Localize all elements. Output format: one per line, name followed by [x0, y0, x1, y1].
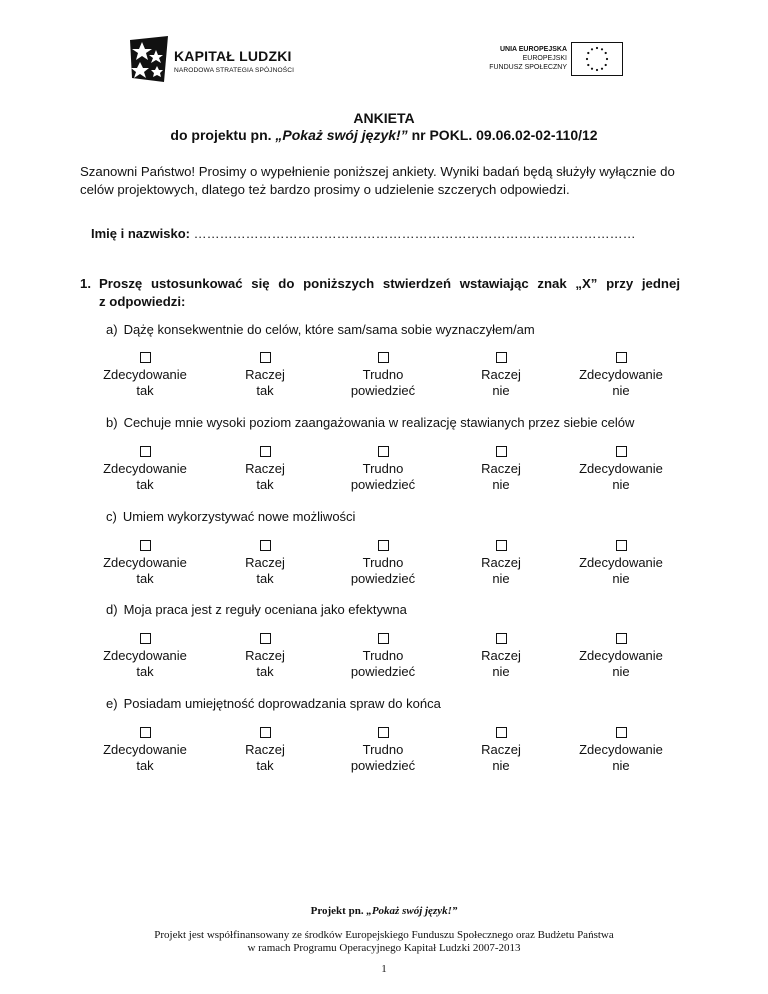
option-trudno-powiedziec[interactable]: [328, 633, 438, 680]
logo-subtitle: NARODOWA STRATEGIA SPÓJNOŚCI: [174, 67, 295, 74]
option-label: powiedzieć: [350, 664, 416, 679]
eu-logo: [478, 42, 623, 76]
option-raczej-nie[interactable]: [446, 633, 556, 680]
option-raczej-nie[interactable]: [446, 446, 556, 493]
option-label: tak: [256, 571, 274, 586]
option-trudno-powiedziec[interactable]: [328, 446, 438, 493]
option-label: powiedzieć: [350, 477, 416, 492]
option-label: tak: [136, 477, 154, 492]
question-line2: z odpowiedzi:: [99, 294, 186, 309]
option-zdecydowanie-tak[interactable]: [90, 540, 200, 587]
option-label: tak: [136, 383, 154, 398]
footer-line1: Projekt jest współfinansowany ze środków Europejskiego Funduszu Społecznego oraz Budżetu Państwa: [154, 929, 614, 941]
statement-a: [106, 322, 535, 337]
option-label: tak: [136, 571, 154, 586]
eu-logo-line3: FUNDUSZ SPOŁECZNY: [489, 64, 567, 71]
option-label: Raczej: [245, 742, 285, 757]
statement-d: [106, 602, 407, 617]
checkbox[interactable]: [616, 633, 627, 644]
checkbox[interactable]: [140, 633, 151, 644]
option-label: tak: [136, 758, 154, 773]
statement-e: [106, 696, 441, 711]
statement-label: a): [106, 322, 118, 337]
intro-text: [80, 163, 700, 199]
checkbox[interactable]: [616, 540, 627, 551]
option-label: nie: [612, 383, 630, 398]
option-trudno-powiedziec[interactable]: [328, 727, 438, 774]
option-label: nie: [612, 758, 630, 773]
checkbox[interactable]: [378, 540, 389, 551]
document-subtitle: [0, 127, 768, 143]
eu-flag-icon: [571, 42, 623, 76]
option-zdecydowanie-nie[interactable]: [566, 727, 676, 774]
footer-funding: [0, 929, 768, 955]
checkbox[interactable]: [496, 352, 507, 363]
name-field-dots[interactable]: …………………………………………………………………………………………: [193, 226, 636, 241]
option-label: Zdecydowanie: [103, 461, 187, 476]
option-label: tak: [256, 664, 274, 679]
answer-row-d: [0, 633, 768, 679]
checkbox[interactable]: [378, 727, 389, 738]
option-zdecydowanie-nie[interactable]: [566, 633, 676, 680]
option-raczej-tak[interactable]: [210, 540, 320, 587]
checkbox[interactable]: [260, 352, 271, 363]
option-raczej-tak[interactable]: [210, 352, 320, 399]
statement-text: Moja praca jest z reguły oceniana jako efektywna: [123, 602, 407, 617]
answer-row-a: [0, 352, 768, 398]
option-label: Trudno: [362, 648, 404, 663]
option-label: Raczej: [245, 461, 285, 476]
option-label: nie: [612, 477, 630, 492]
eu-logo-text: [489, 45, 567, 72]
checkbox[interactable]: [260, 633, 271, 644]
option-label: nie: [612, 664, 630, 679]
footer-line2: w ramach Programu Operacyjnego Kapitał Ludzki 2007-2013: [247, 942, 521, 954]
checkbox[interactable]: [140, 540, 151, 551]
checkbox[interactable]: [140, 446, 151, 457]
statement-text: Dążę konsekwentnie do celów, które sam/sama sobie wyznaczyłem/am: [123, 322, 535, 337]
option-label: nie: [492, 664, 510, 679]
option-zdecydowanie-tak[interactable]: [90, 633, 200, 680]
option-label: Zdecydowanie: [103, 648, 187, 663]
option-label: Zdecydowanie: [579, 742, 663, 757]
option-zdecydowanie-nie[interactable]: [566, 540, 676, 587]
option-label: powiedzieć: [350, 571, 416, 586]
checkbox[interactable]: [496, 540, 507, 551]
option-label: Zdecydowanie: [103, 367, 187, 382]
option-label: Zdecydowanie: [579, 555, 663, 570]
kapital-ludzki-logo: [128, 34, 298, 84]
checkbox[interactable]: [140, 727, 151, 738]
eu-logo-line1: UNIA EUROPEJSKA: [499, 46, 567, 53]
option-trudno-powiedziec[interactable]: [328, 352, 438, 399]
option-label: Trudno: [362, 461, 404, 476]
option-raczej-tak[interactable]: [210, 633, 320, 680]
option-label: Trudno: [362, 367, 404, 382]
option-label: Raczej: [481, 555, 521, 570]
option-label: tak: [256, 477, 274, 492]
option-label: Zdecydowanie: [579, 367, 663, 382]
statement-label: c): [106, 509, 117, 524]
statement-text: Cechuje mnie wysoki poziom zaangażowania w realizację stawianych przez siebie celów: [123, 415, 635, 430]
checkbox[interactable]: [378, 446, 389, 457]
option-label: tak: [256, 383, 274, 398]
checkbox[interactable]: [260, 540, 271, 551]
name-field-label: Imię i nazwisko:: [91, 226, 190, 241]
option-label: Raczej: [481, 742, 521, 757]
answer-row-c: [0, 540, 768, 586]
option-raczej-nie[interactable]: [446, 727, 556, 774]
checkbox[interactable]: [378, 352, 389, 363]
kapital-ludzki-icon: [128, 34, 170, 84]
checkbox[interactable]: [616, 727, 627, 738]
logo-title: KAPITAŁ LUDZKI: [174, 48, 292, 64]
subtitle-project-name: „Pokaż swój język!”: [275, 127, 408, 143]
eu-logo-line2: EUROPEJSKI: [522, 55, 567, 62]
option-zdecydowanie-nie[interactable]: [566, 446, 676, 493]
checkbox[interactable]: [260, 446, 271, 457]
statement-text: Posiadam umiejętność doprowadzania spraw do końca: [123, 696, 441, 711]
statement-label: e): [106, 696, 118, 711]
option-raczej-nie[interactable]: [446, 540, 556, 587]
footer-project: [0, 905, 768, 917]
option-label: powiedzieć: [350, 758, 416, 773]
option-label: Zdecydowanie: [579, 648, 663, 663]
option-label: Raczej: [245, 367, 285, 382]
answer-row-b: [0, 446, 768, 492]
option-trudno-powiedziec[interactable]: [328, 540, 438, 587]
option-zdecydowanie-tak[interactable]: [90, 352, 200, 399]
statement-b: [106, 415, 634, 430]
option-label: Raczej: [481, 648, 521, 663]
option-label: nie: [492, 571, 510, 586]
checkbox[interactable]: [496, 727, 507, 738]
checkbox[interactable]: [260, 727, 271, 738]
option-raczej-nie[interactable]: [446, 352, 556, 399]
option-label: Raczej: [481, 461, 521, 476]
statement-label: b): [106, 415, 118, 430]
option-label: Raczej: [245, 555, 285, 570]
option-zdecydowanie-tak[interactable]: [90, 446, 200, 493]
statement-c: [106, 509, 355, 524]
statement-text: Umiem wykorzystywać nowe możliwości: [122, 509, 356, 524]
option-zdecydowanie-tak[interactable]: [90, 727, 200, 774]
checkbox[interactable]: [496, 633, 507, 644]
question-number: 1.: [80, 276, 91, 291]
page-number: 1: [381, 963, 387, 975]
option-label: tak: [136, 664, 154, 679]
option-label: powiedzieć: [350, 383, 416, 398]
option-label: Raczej: [481, 367, 521, 382]
option-label: nie: [612, 571, 630, 586]
option-label: Trudno: [362, 555, 404, 570]
option-label: tak: [256, 758, 274, 773]
option-raczej-tak[interactable]: [210, 446, 320, 493]
option-raczej-tak[interactable]: [210, 727, 320, 774]
checkbox[interactable]: [378, 633, 389, 644]
option-label: nie: [492, 383, 510, 398]
checkbox[interactable]: [616, 352, 627, 363]
option-label: Trudno: [362, 742, 404, 757]
document-title: ANKIETA: [353, 110, 415, 126]
name-field[interactable]: [91, 226, 636, 241]
statement-label: d): [106, 602, 118, 617]
intro-line2: celów projektowych, dlatego też bardzo prosimy o udzielenie szczerych odpowiedzi.: [80, 182, 570, 197]
checkbox[interactable]: [496, 446, 507, 457]
intro-line1: Szanowni Państwo! Prosimy o wypełnienie poniższej ankiety. Wyniki badań będą służyły wyłącznie do: [80, 164, 675, 179]
checkbox[interactable]: [140, 352, 151, 363]
checkbox[interactable]: [616, 446, 627, 457]
option-label: Zdecydowanie: [579, 461, 663, 476]
option-label: nie: [492, 758, 510, 773]
option-label: Zdecydowanie: [103, 555, 187, 570]
question-line1: Proszę ustosunkować się do poniższych stwierdzeń wstawiając znak „X” przy jednej: [99, 276, 680, 291]
option-label: Raczej: [245, 648, 285, 663]
subtitle-pre: do projektu pn.: [170, 127, 276, 143]
footer-project-name: „Pokaż swój język!”: [366, 905, 458, 917]
subtitle-post: nr POKL. 09.06.02-02-110/12: [407, 127, 598, 143]
option-zdecydowanie-nie[interactable]: [566, 352, 676, 399]
answer-row-e: [0, 727, 768, 773]
option-label: nie: [492, 477, 510, 492]
footer-project-pre: Projekt pn.: [310, 905, 367, 917]
option-label: Zdecydowanie: [103, 742, 187, 757]
